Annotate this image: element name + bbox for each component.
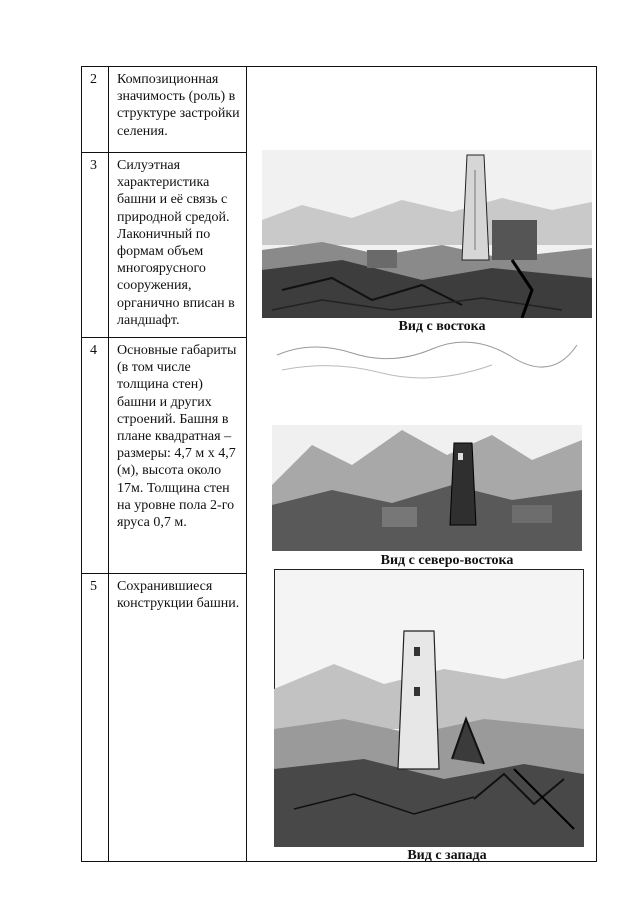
row-description: Композиционная значимость (роль) в структуре застройки селения. <box>117 72 240 139</box>
tower-photo-west <box>274 569 584 847</box>
row-divider <box>82 573 247 574</box>
photo-caption-east: Вид с востока <box>398 319 486 334</box>
row-number: 4 <box>90 343 97 358</box>
row-number: 3 <box>90 158 97 173</box>
photo-caption-northeast: Вид с северо-востока <box>380 553 514 568</box>
row-number: 5 <box>90 579 97 594</box>
row-description: Силуэтная характеристика башни и её связь с природной средой. Лаконичный по формам объем многоярусного сооружения, органично вписан в ландшафт. <box>117 158 235 328</box>
column-divider-description <box>246 67 247 861</box>
document-table <box>81 66 597 862</box>
row-divider <box>82 337 247 338</box>
photo-caption-west: Вид с запада <box>407 848 487 863</box>
row-number: 2 <box>90 72 97 87</box>
tower-photo-northeast <box>272 335 582 551</box>
row-description: Основные габариты (в том числе толщина стен) башни и других строений. Башня в плане квадратная – размеры: 4,7 м х 4,7 (м), высота около 17м. Толщина стен на уровне пола 2-го яруса 0,7 м. <box>117 343 237 531</box>
tower-photo-east <box>262 150 592 318</box>
row-description: Сохранившиеся конструкции башни. <box>117 579 240 612</box>
column-divider-number <box>108 67 109 861</box>
row-divider <box>82 152 247 153</box>
